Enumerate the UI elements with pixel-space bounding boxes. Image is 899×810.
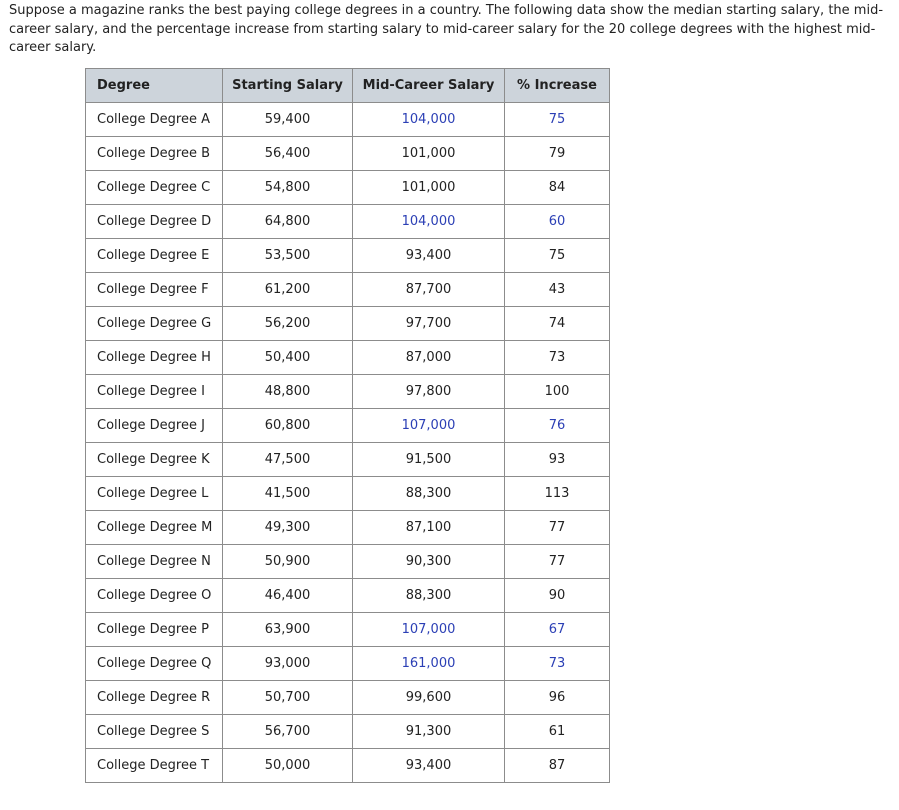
- cell-mid-career-salary: 93,400: [353, 239, 505, 273]
- cell-starting-salary: 63,900: [223, 613, 353, 647]
- cell-percent-increase: 60: [505, 205, 610, 239]
- cell-percent-increase: 67: [505, 613, 610, 647]
- cell-mid-career-salary: 97,800: [353, 375, 505, 409]
- table-body: [86, 103, 610, 783]
- table-row: [86, 375, 610, 409]
- table-row: [86, 103, 610, 137]
- cell-mid-career-salary: 107,000: [353, 409, 505, 443]
- cell-degree: College Degree B: [86, 137, 223, 171]
- cell-mid-career-salary: 107,000: [353, 613, 505, 647]
- cell-mid-career-salary: 101,000: [353, 137, 505, 171]
- cell-percent-increase: 73: [505, 647, 610, 681]
- cell-starting-salary: 47,500: [223, 443, 353, 477]
- cell-degree: College Degree R: [86, 681, 223, 715]
- table-row: [86, 477, 610, 511]
- cell-starting-salary: 56,200: [223, 307, 353, 341]
- cell-percent-increase: 90: [505, 579, 610, 613]
- cell-mid-career-salary: 99,600: [353, 681, 505, 715]
- table-row: [86, 239, 610, 273]
- cell-percent-increase: 87: [505, 749, 610, 783]
- cell-starting-salary: 61,200: [223, 273, 353, 307]
- header-mid-career-salary: Mid-Career Salary: [353, 69, 505, 103]
- cell-starting-salary: 41,500: [223, 477, 353, 511]
- table-row: [86, 307, 610, 341]
- table-row: [86, 137, 610, 171]
- cell-degree: College Degree H: [86, 341, 223, 375]
- table-row: [86, 511, 610, 545]
- cell-percent-increase: 43: [505, 273, 610, 307]
- cell-degree: College Degree K: [86, 443, 223, 477]
- cell-starting-salary: 54,800: [223, 171, 353, 205]
- table-header-row: [86, 69, 610, 103]
- cell-degree: College Degree A: [86, 103, 223, 137]
- cell-degree: College Degree I: [86, 375, 223, 409]
- cell-degree: College Degree S: [86, 715, 223, 749]
- cell-percent-increase: 100: [505, 375, 610, 409]
- cell-starting-salary: 53,500: [223, 239, 353, 273]
- cell-degree: College Degree L: [86, 477, 223, 511]
- cell-degree: College Degree D: [86, 205, 223, 239]
- problem-statement: Suppose a magazine ranks the best paying college degrees in a country. The following data show the median starting salary, the mid-career salary, and the percentage increase from starting salary to mid-career salary for the 20 college degrees with the highest mid-career salary.: [9, 3, 884, 55]
- cell-percent-increase: 61: [505, 715, 610, 749]
- table-row: [86, 749, 610, 783]
- cell-percent-increase: 76: [505, 409, 610, 443]
- cell-starting-salary: 50,700: [223, 681, 353, 715]
- salary-table: [85, 68, 610, 783]
- cell-degree: College Degree E: [86, 239, 223, 273]
- cell-degree: College Degree M: [86, 511, 223, 545]
- table-row: [86, 171, 610, 205]
- cell-percent-increase: 77: [505, 545, 610, 579]
- cell-starting-salary: 49,300: [223, 511, 353, 545]
- cell-starting-salary: 50,000: [223, 749, 353, 783]
- cell-starting-salary: 50,400: [223, 341, 353, 375]
- table-row: [86, 579, 610, 613]
- cell-mid-career-salary: 91,300: [353, 715, 505, 749]
- cell-degree: College Degree F: [86, 273, 223, 307]
- cell-starting-salary: 59,400: [223, 103, 353, 137]
- header-starting-salary: Starting Salary: [223, 69, 353, 103]
- cell-percent-increase: 79: [505, 137, 610, 171]
- cell-starting-salary: 46,400: [223, 579, 353, 613]
- cell-degree: College Degree P: [86, 613, 223, 647]
- cell-degree: College Degree G: [86, 307, 223, 341]
- cell-degree: College Degree O: [86, 579, 223, 613]
- cell-mid-career-salary: 91,500: [353, 443, 505, 477]
- cell-starting-salary: 50,900: [223, 545, 353, 579]
- table-row: [86, 205, 610, 239]
- table-row: [86, 273, 610, 307]
- cell-percent-increase: 74: [505, 307, 610, 341]
- cell-percent-increase: 96: [505, 681, 610, 715]
- cell-starting-salary: 48,800: [223, 375, 353, 409]
- header-degree: Degree: [86, 69, 223, 103]
- cell-percent-increase: 113: [505, 477, 610, 511]
- table-row: [86, 443, 610, 477]
- cell-mid-career-salary: 101,000: [353, 171, 505, 205]
- cell-percent-increase: 75: [505, 239, 610, 273]
- cell-percent-increase: 73: [505, 341, 610, 375]
- cell-mid-career-salary: 90,300: [353, 545, 505, 579]
- cell-starting-salary: 56,700: [223, 715, 353, 749]
- table-row: [86, 613, 610, 647]
- cell-mid-career-salary: 104,000: [353, 205, 505, 239]
- cell-percent-increase: 84: [505, 171, 610, 205]
- table-row: [86, 545, 610, 579]
- cell-mid-career-salary: 87,700: [353, 273, 505, 307]
- cell-percent-increase: 93: [505, 443, 610, 477]
- cell-mid-career-salary: 93,400: [353, 749, 505, 783]
- cell-starting-salary: 93,000: [223, 647, 353, 681]
- cell-mid-career-salary: 88,300: [353, 579, 505, 613]
- table-row: [86, 647, 610, 681]
- cell-mid-career-salary: 88,300: [353, 477, 505, 511]
- cell-mid-career-salary: 87,100: [353, 511, 505, 545]
- cell-mid-career-salary: 161,000: [353, 647, 505, 681]
- table-row: [86, 341, 610, 375]
- cell-starting-salary: 64,800: [223, 205, 353, 239]
- cell-starting-salary: 60,800: [223, 409, 353, 443]
- cell-percent-increase: 75: [505, 103, 610, 137]
- cell-starting-salary: 56,400: [223, 137, 353, 171]
- cell-degree: College Degree Q: [86, 647, 223, 681]
- cell-degree: College Degree J: [86, 409, 223, 443]
- header-percent-increase: % Increase: [505, 69, 610, 103]
- cell-mid-career-salary: 97,700: [353, 307, 505, 341]
- cell-mid-career-salary: 104,000: [353, 103, 505, 137]
- cell-degree: College Degree T: [86, 749, 223, 783]
- cell-degree: College Degree N: [86, 545, 223, 579]
- table-row: [86, 715, 610, 749]
- table-row: [86, 681, 610, 715]
- cell-degree: College Degree C: [86, 171, 223, 205]
- cell-percent-increase: 77: [505, 511, 610, 545]
- table-row: [86, 409, 610, 443]
- cell-mid-career-salary: 87,000: [353, 341, 505, 375]
